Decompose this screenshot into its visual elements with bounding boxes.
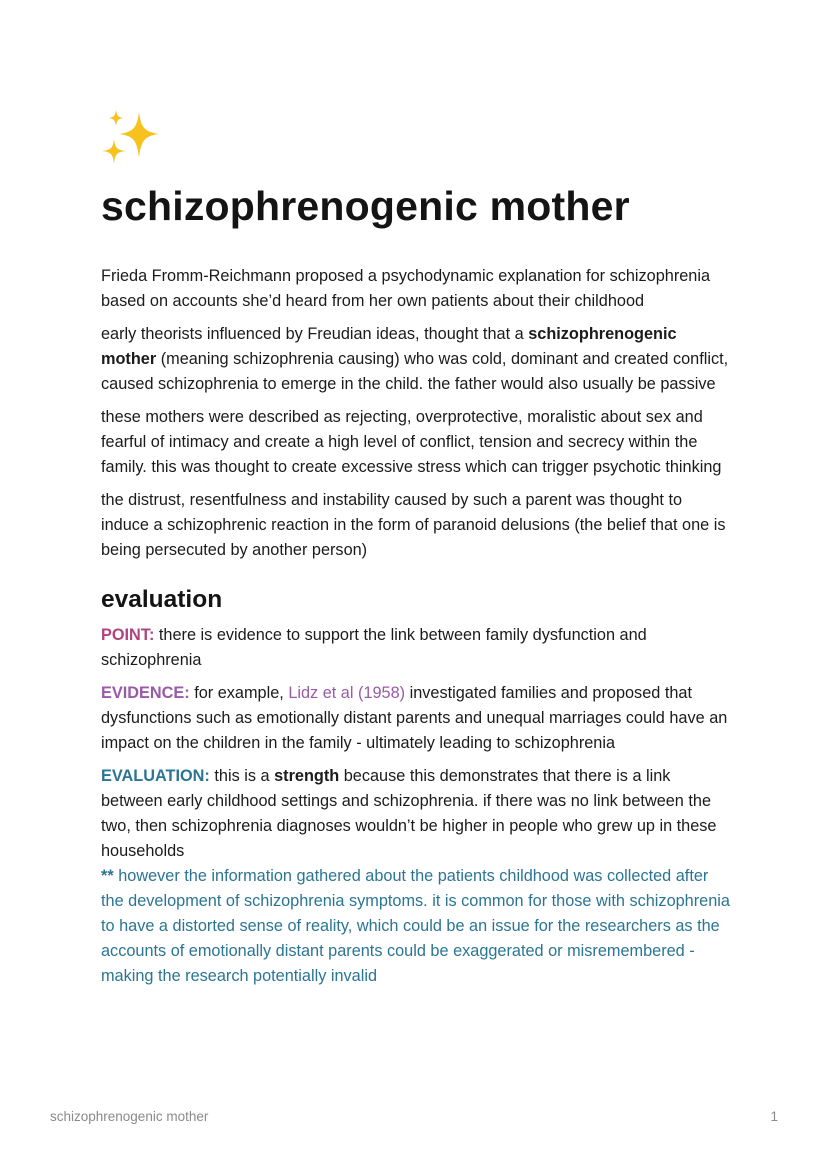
paragraph-2-text-b: (meaning schizophrenia causing) who was cold, dominant and created conflict, caused schizophrenia to emerge in the child. the father would also usually be passive bbox=[101, 350, 729, 393]
evidence-text-b: investigated families and proposed that dysfunctions such as emotionally distant parents and unequal marriages could have an impact on the children in the family - ultimately leading to schizophrenia bbox=[101, 684, 728, 752]
evaluation-label: EVALUATION: bbox=[101, 767, 210, 785]
evidence-label: EVIDENCE: bbox=[101, 684, 190, 702]
page-title: schizophrenogenic mother bbox=[101, 183, 630, 229]
paragraph-2-bold: schizophrenogenic mother bbox=[101, 325, 677, 368]
evidence-paragraph bbox=[101, 681, 731, 756]
body-text bbox=[101, 264, 731, 563]
paragraph-3: these mothers were described as rejecting, overprotective, moralistic about sex and fearful of intimacy and create a high level of conflict, tension and secrecy within the family. this was thought to create excessive stress which can trigger psychotic thinking bbox=[101, 408, 722, 476]
paragraph-2 bbox=[101, 322, 731, 397]
point-text: there is evidence to support the link between family dysfunction and schizophrenia bbox=[101, 626, 647, 669]
evidence-text-a: for example, bbox=[189, 684, 289, 702]
evaluation-bold: strength bbox=[274, 767, 340, 785]
point-label: POINT: bbox=[101, 626, 155, 644]
paragraph-1: Frieda Fromm-Reichmann proposed a psychodynamic explanation for schizophrenia based on accounts she’d heard from her own patients about their childhood bbox=[101, 267, 711, 310]
note-text: however the information gathered about the patients childhood was collected after the development of schizophrenia symptoms. it is common for those with schizophrenia to have a distorted sense of reality, which could be an issue for the researchers as the accounts of emotionally distant parents could be exaggerated or misremembered - making the research potentially invalid bbox=[101, 867, 730, 985]
counterpoint-note bbox=[101, 864, 731, 989]
paragraph-4: the distrust, resentfulness and instability caused by such a parent was thought to induce a schizophrenic reaction in the form of paranoid delusions (the belief that one is being persecuted by another person) bbox=[101, 491, 726, 559]
evaluation-heading: evaluation bbox=[101, 586, 223, 613]
footer-title: schizophrenogenic mother bbox=[50, 1109, 209, 1124]
evaluation-text-a: this is a bbox=[209, 767, 275, 785]
evaluation-paragraph bbox=[101, 764, 731, 864]
sparkles-icon bbox=[99, 106, 163, 168]
paragraph-2-text-a: early theorists influenced by Freudian ideas, thought that a bbox=[101, 325, 529, 343]
document-page bbox=[101, 106, 731, 997]
point-paragraph bbox=[101, 623, 731, 673]
evaluation-text-b: because this demonstrates that there is a link between early childhood settings and schizophrenia. if there was no link between the two, then schizophrenia diagnoses wouldn’t be higher in people who grew up in these households bbox=[101, 767, 717, 860]
note-mark: ** bbox=[101, 867, 114, 885]
page-number: 1 bbox=[770, 1109, 778, 1124]
study-reference: Lidz et al (1958) bbox=[288, 684, 406, 702]
